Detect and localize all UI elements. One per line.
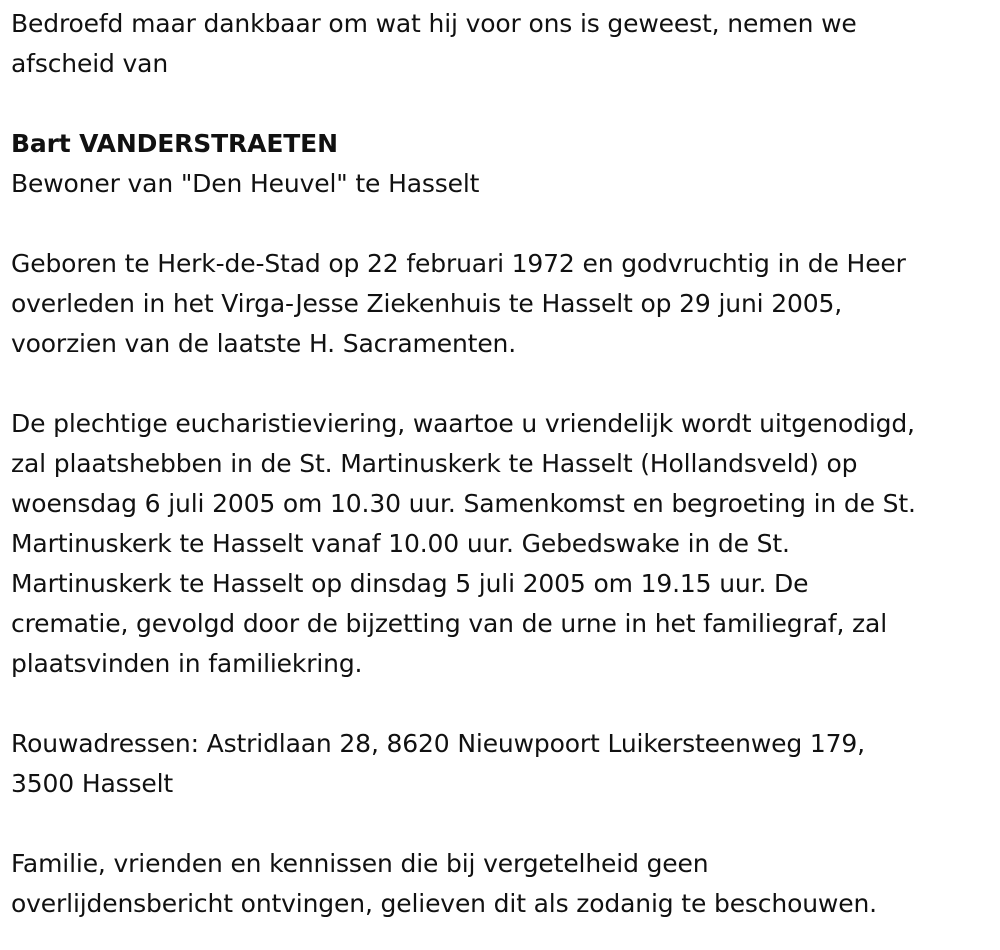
intro-line: Bedroefd maar dankbaar om wat hij voor ons is geweest, nemen we [11,9,857,38]
ceremony-line: plaatsvinden in familiekring. [11,649,363,678]
ceremony-line: De plechtige eucharistieviering, waartoe u vriendelijk wordt uitgenodigd, [11,409,915,438]
closing-line: overlijdensbericht ontvingen, gelieven dit als zodanig te beschouwen. [11,889,877,918]
ceremony-line: crematie, gevolgd door de bijzetting van de urne in het familiegraf, zal [11,609,887,638]
deceased-residence: Bewoner van "Den Heuvel" te Hasselt [11,169,480,198]
ceremony-line: woensdag 6 juli 2005 om 10.30 uur. Samenkomst en begroeting in de St. [11,489,916,518]
intro-paragraph [11,4,1000,84]
ceremony-paragraph [11,404,1000,684]
deceased-block [11,124,1000,204]
addresses-paragraph [11,724,1000,804]
closing-line: Familie, vrienden en kennissen die bij vergetelheid geen [11,849,709,878]
intro-line: afscheid van [11,49,169,78]
birth-death-line: overleden in het Virga-Jesse Ziekenhuis te Hasselt op 29 juni 2005, [11,289,843,318]
addresses-line: Rouwadressen: Astridlaan 28, 8620 Nieuwpoort Luikersteenweg 179, [11,729,865,758]
ceremony-line: Martinuskerk te Hasselt op dinsdag 5 juli 2005 om 19.15 uur. De [11,569,809,598]
birth-death-line: voorzien van de laatste H. Sacramenten. [11,329,517,358]
deceased-name: Bart VANDERSTRAETEN [11,129,338,158]
ceremony-line: Martinuskerk te Hasselt vanaf 10.00 uur. Gebedswake in de St. [11,529,790,558]
closing-paragraph [11,844,1000,924]
ceremony-line: zal plaatshebben in de St. Martinuskerk te Hasselt (Hollandsveld) op [11,449,858,478]
birth-death-line: Geboren te Herk-de-Stad op 22 februari 1972 en godvruchtig in de Heer [11,249,906,278]
birth-death-paragraph [11,244,1000,364]
addresses-line: 3500 Hasselt [11,769,174,798]
